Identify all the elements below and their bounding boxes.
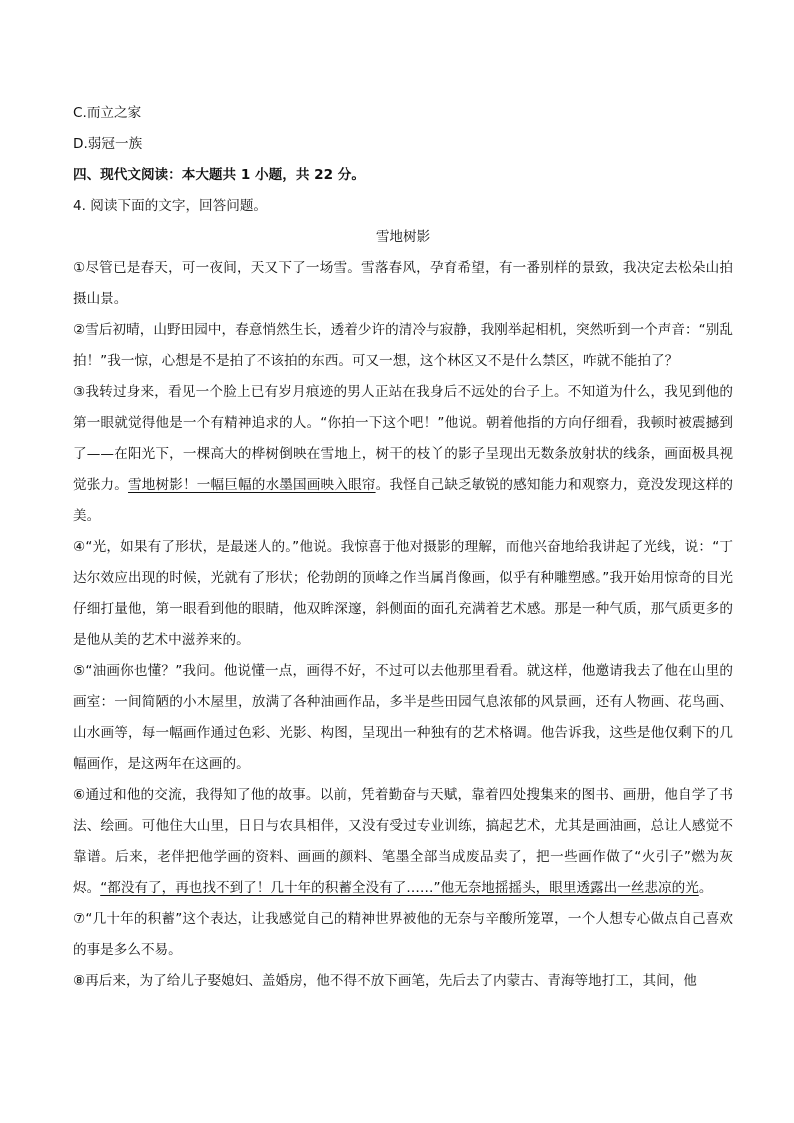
section-heading: 四、现代文阅读：本大题共 1 小题，共 22 分。 — [73, 167, 365, 183]
document-body — [73, 98, 733, 997]
paragraph-3-underlined: 雪地树影！一幅巨幅的水墨国画映入眼帘 — [128, 477, 376, 493]
paragraph-6-text: ⑥通过和他的交流，我得知了他的故事。以前，凭着勤奋与天赋，靠着四处搜集来的图书、画册，他自学了书法、绘画。可他住大山里，日日与农具相伴，又没有受过专业训练，搞起艺术，尤其是画油画，总让人感觉不靠谱。后来，老伴把他学画的资料、画画的颜料、笔墨全部当成废品卖了，把一些画作做了“火引子”燃为灰烬。 — [73, 787, 733, 896]
paragraph-5: ⑤“油画你也懂？”我问。他说懂一点，画得不好，不过可以去他那里看看。就这样，他邀请我去了他在山里的画室：一间简陋的小木屋里，放满了各种油画作品，多半是些田园气息浓郁的风景画，还有人物画、花鸟画、山水画等，每一幅画作通过色彩、光影、构图，呈现出一种独有的艺术格调。他告诉我，这些是他仅剩下的几幅画作，是这两年在这画的。 — [73, 663, 733, 772]
paragraph-4: ④“光，如果有了形状，是最迷人的。”他说。我惊喜于他对摄影的理解，而他兴奋地给我讲起了光线，说：“丁达尔效应出现的时候，光就有了形状；伦勃朗的顶峰之作当属肖像画，似乎有种雕塑感。”我开始用惊奇的目光仔细打量他，第一眼看到他的眼睛，他双眸深邃，斜侧面的面孔充满着艺术感。那是一种气质，那气质更多的是他从美的艺术中滋养来的。 — [73, 539, 733, 648]
paragraph-6-end: 。 — [698, 880, 713, 896]
paragraph-3-text: ③我转过身来，看见一个脸上已有岁月痕迹的男人正站在我身后不远处的台子上。不知道为什么，我见到他的第一眼就觉得他是一个有精神追求的人。“你拍一下这个吧！”他说。朝着他指的方向仔细看，我顿时被震撼到了——在阳光下，一棵高大的桦树倒映在雪地上，树干的枝丫的影子呈现出无数条放射状的线条，画面极具视觉张力。 — [73, 384, 733, 493]
paragraph-6-underlined: “都没有了，再也找不到了！几十年的积蓄全没有了……”他无奈地摇摇头，眼里透露出一丝悲凉的光 — [100, 880, 699, 896]
question-prompt: 4. 阅读下面的文字，回答问题。 — [73, 198, 268, 214]
paragraph-8: ⑧再后来，为了给儿子娶媳妇、盖婚房，他不得不放下画笔，先后去了内蒙古、青海等地打工，其间，他 — [73, 973, 697, 989]
paragraph-1: ①尽管已是春天，可一夜间，天又下了一场雪。雪落春风，孕育希望，有一番别样的景致，我决定去松朵山拍摄山景。 — [73, 260, 733, 307]
paragraph-3-end: 。我怪自己缺乏敏锐的感知能力和观察力，竟没发现这样的美。 — [73, 477, 734, 524]
paragraph-6 — [73, 780, 733, 904]
article-title: 雪地树影 — [375, 229, 431, 245]
paragraph-3 — [73, 377, 733, 532]
paragraph-2: ②雪后初晴，山野田园中，春意悄然生长，透着少许的清冷与寂静，我刚举起相机，突然听到一个声音：“别乱拍！”我一惊，心想是不是拍了不该拍的东西。可又一想，这个林区又不是什么禁区，咋就不能拍了？ — [73, 322, 733, 369]
option-d: D.弱冠一族 — [73, 136, 143, 152]
paragraph-7: ⑦“几十年的积蓄”这个表达，让我感觉自己的精神世界被他的无奈与辛酸所笼罩，一个人想专心做点自己喜欢的事是多么不易。 — [73, 911, 733, 958]
option-c: C.而立之家 — [73, 105, 142, 121]
